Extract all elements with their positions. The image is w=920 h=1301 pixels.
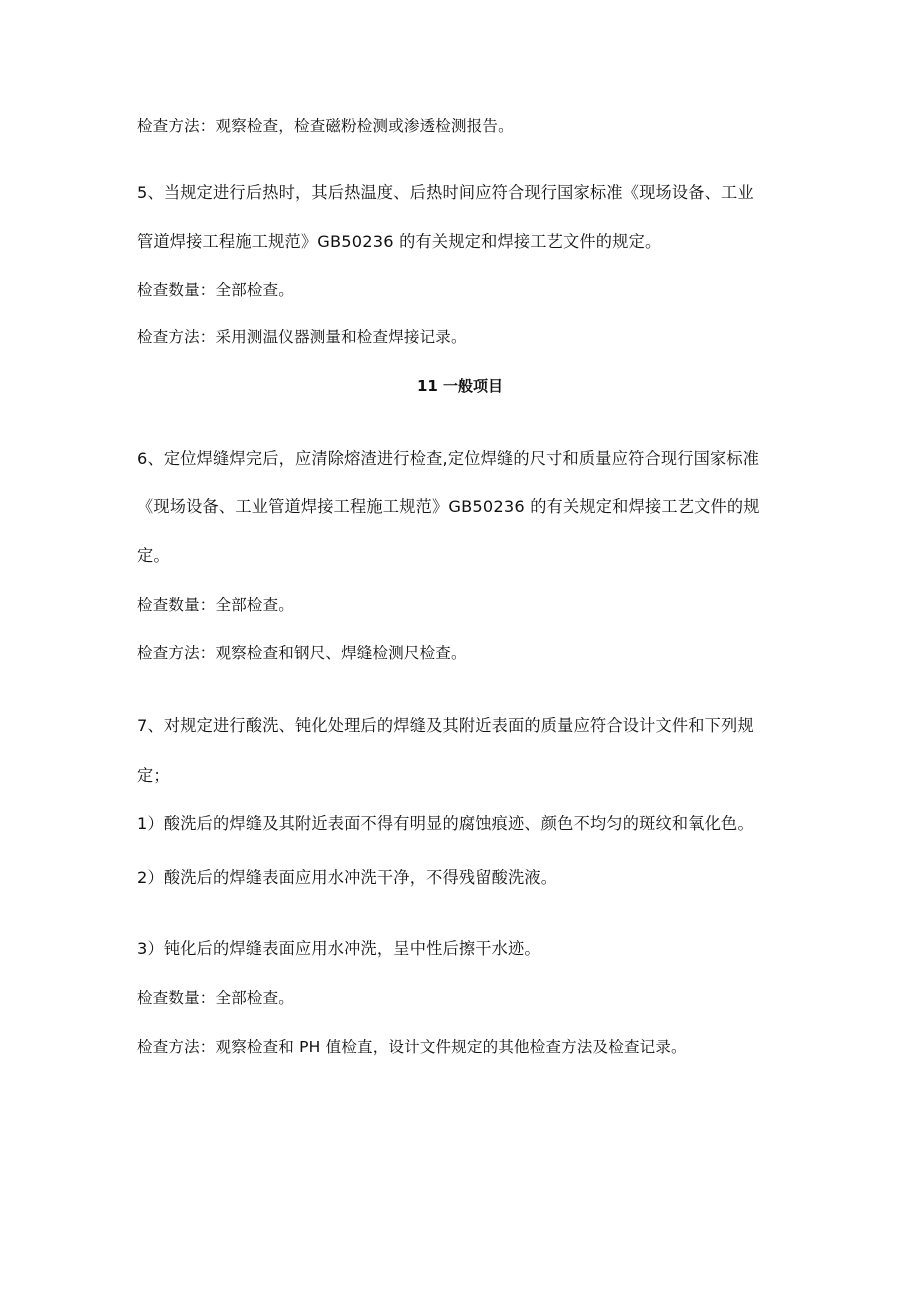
inspection-method-text: 检查方法：观察检查，检查磁粉检测或渗透检测报告。 (137, 117, 514, 135)
clause-6-text-continued: 《现场设备、工业管道焊接工程施工规范》GB50236 的有关规定和焊接工艺文件的规 (137, 497, 760, 516)
inspection-method-text: 检查方法：观察检查和钢尺、焊缝检测尺检查。 (137, 644, 467, 662)
clause-5-text: 5、当规定进行后热时，其后热温度、后热时间应符合现行国家标准《现场设备、工业 (137, 183, 754, 202)
inspection-quantity-text: 检查数量：全部检查。 (137, 596, 295, 614)
clause-7-text-end: 定； (137, 766, 170, 785)
inspection-method-text: 检查方法：采用测温仪器测量和检查焊接记录。 (137, 328, 467, 346)
list-item-1: 1）酸洗后的焊缝及其附近表面不得有明显的腐蚀痕迹、颜色不均匀的斑纹和氧化色。 (137, 814, 754, 833)
inspection-quantity-text: 检查数量：全部检查。 (137, 281, 295, 299)
clause-6-text-end: 定。 (137, 546, 170, 565)
clause-7-text: 7、对规定进行酸洗、钝化处理后的焊缝及其附近表面的质量应符合设计文件和下列规 (137, 716, 754, 735)
list-item-3: 3）钝化后的焊缝表面应用水冲洗，呈中性后擦干水迹。 (137, 939, 541, 958)
clause-5-text-continued: 管道焊接工程施工规范》GB50236 的有关规定和焊接工艺文件的规定。 (137, 232, 662, 251)
list-item-2: 2）酸洗后的焊缝表面应用水冲洗干净，不得残留酸洗液。 (137, 868, 558, 887)
section-heading: 11 一般项目 (416, 377, 504, 395)
inspection-quantity-text: 检查数量：全部检查。 (137, 989, 295, 1007)
inspection-method-text: 检查方法：观察检查和 PH 值检直，设计文件规定的其他检查方法及检查记录。 (137, 1038, 687, 1056)
clause-6-text: 6、定位焊缝焊完后，应清除熔渣进行检查,定位焊缝的尺寸和质量应符合现行国家标准 (137, 449, 760, 468)
